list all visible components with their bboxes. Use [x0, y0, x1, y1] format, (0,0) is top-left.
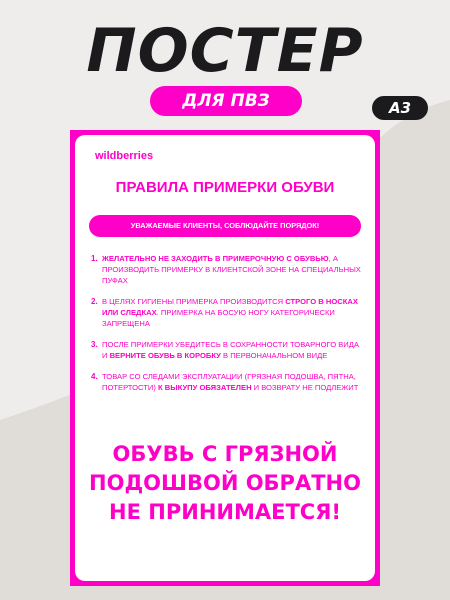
- list-item: [91, 296, 363, 329]
- rule-number: 1.: [91, 254, 98, 263]
- brand-logo: wildberries: [95, 150, 154, 162]
- rule-text: ПОСЛЕ ПРИМЕРКИ УБЕДИТЕСЬ В СОХРАННОСТИ ТОВАРНОГО ВИДА И ВЕРНИТЕ ОБУВЬ В КОРОБКУ В ПЕРВОНАЧАЛЬНОМ ВИДЕ: [102, 340, 359, 360]
- list-item: [91, 371, 363, 393]
- rule-number: 4.: [91, 372, 98, 381]
- poster-sheet: [75, 135, 375, 581]
- rule-number: 2.: [91, 297, 98, 306]
- size-badge: А3: [372, 96, 428, 120]
- list-item: [91, 253, 363, 286]
- rule-text: ЖЕЛАТЕЛЬНО НЕ ЗАХОДИТЬ В ПРИМЕРОЧНУЮ С ОБУВЬЮ, А ПРОИЗВОДИТЬ ПРИМЕРКУ В КЛИЕНТСКОЙ ЗОНЕ НА СПЕЦИАЛЬНЫХ ПУФАХ: [102, 254, 361, 285]
- page-title: ПОСТЕР: [86, 16, 364, 86]
- notice-banner: УВАЖАЕМЫЕ КЛИЕНТЫ, СОБЛЮДАЙТЕ ПОРЯДОК!: [89, 215, 361, 237]
- poster-heading: ПРАВИЛА ПРИМЕРКИ ОБУВИ: [115, 179, 335, 196]
- warning-text: ОБУВЬ С ГРЯЗНОЙ ПОДОШВОЙ ОБРАТНО НЕ ПРИНИМАЕТСЯ!: [89, 442, 361, 524]
- list-item: [91, 339, 363, 361]
- rule-number: 3.: [91, 340, 98, 349]
- rule-text: ТОВАР СО СЛЕДАМИ ЭКСПЛУАТАЦИИ (ГРЯЗНАЯ ПОДОШВА, ПЯТНА, ПОТЕРТОСТИ) К ВЫКУПУ ОБЯЗАТЕЛЕН И ВОЗВРАТУ НЕ ПОДЛЕЖИТ: [102, 372, 359, 392]
- poster-frame: [70, 130, 380, 586]
- rules-list: [91, 253, 363, 403]
- subtitle-badge: ДЛЯ ПВЗ: [150, 86, 302, 116]
- rule-text: В ЦЕЛЯХ ГИГИЕНЫ ПРИМЕРКА ПРОИЗВОДИТСЯ СТРОГО В НОСКАХ ИЛИ СЛЕДКАХ. ПРИМЕРКА НА БОСУЮ НОГУ КАТЕГОРИЧЕСКИ ЗАПРЕЩЕНА: [102, 297, 358, 328]
